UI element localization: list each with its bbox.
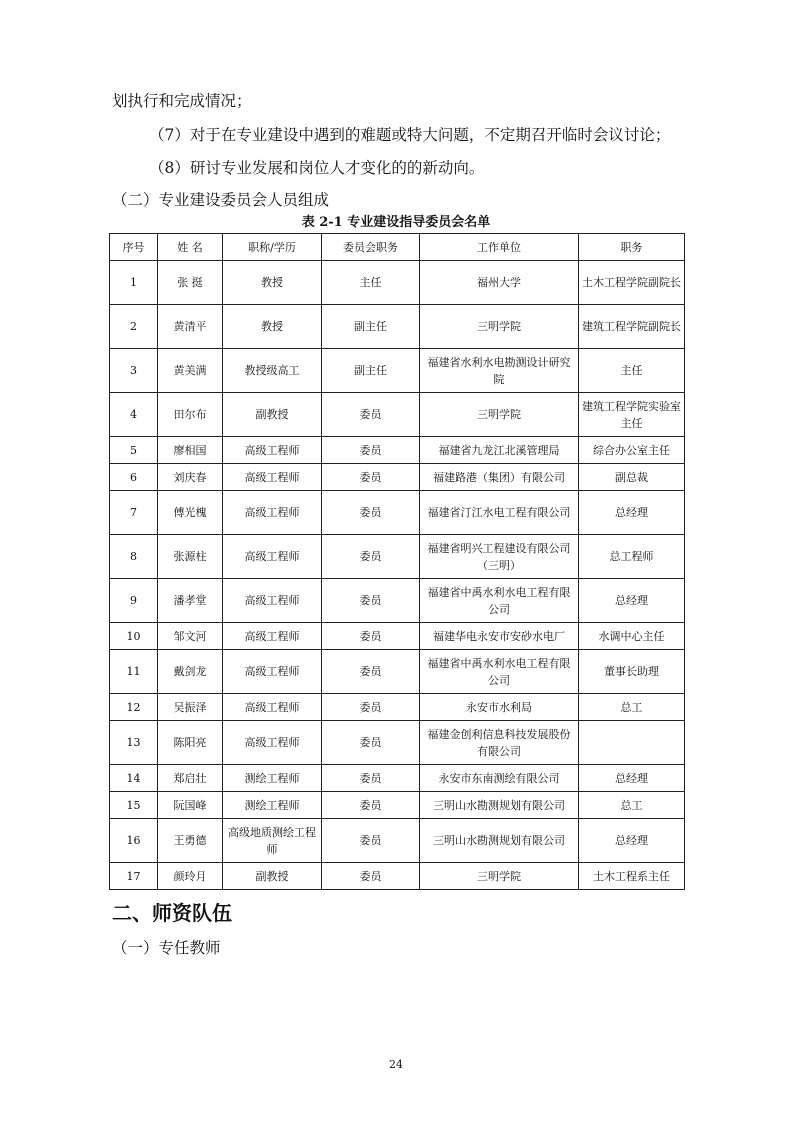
cell-position: 总工 [579, 694, 685, 721]
cell-position: 总经理 [579, 765, 685, 792]
cell-name: 黄美满 [158, 349, 223, 393]
cell-title: 高级地质测绘工程师 [223, 819, 322, 863]
table-row [110, 261, 685, 305]
subsection-heading-committee: （二）专业建设委员会人员组成 [112, 191, 330, 209]
cell-title: 高级工程师 [223, 650, 322, 694]
cell-position: 主任 [579, 349, 685, 393]
header-index: 序号 [110, 234, 158, 261]
cell-committee-role: 委员 [322, 535, 420, 579]
table-caption: 表 2-1 专业建设指导委员会名单 [301, 215, 491, 230]
cell-employer: 福建省中禹水利水电工程有限公司 [420, 579, 579, 623]
cell-name: 陈阳亮 [158, 721, 223, 765]
cell-employer: 福建省汀江水电工程有限公司 [420, 491, 579, 535]
cell-committee-role: 委员 [322, 491, 420, 535]
cell-name: 张 挺 [158, 261, 223, 305]
table-row [110, 349, 685, 393]
header-title: 职称/学历 [223, 234, 322, 261]
cell-position: 水调中心主任 [579, 623, 685, 650]
cell-index: 11 [110, 650, 158, 694]
table-row [110, 650, 685, 694]
cell-title: 高级工程师 [223, 623, 322, 650]
cell-position: 董事长助理 [579, 650, 685, 694]
cell-position: 总工程师 [579, 535, 685, 579]
cell-index: 15 [110, 792, 158, 819]
cell-committee-role: 主任 [322, 261, 420, 305]
cell-index: 2 [110, 305, 158, 349]
cell-title: 测绘工程师 [223, 792, 322, 819]
cell-name: 廖相国 [158, 437, 223, 464]
cell-employer: 三明山水勘测规划有限公司 [420, 792, 579, 819]
cell-employer: 福建省中禹水利水电工程有限公司 [420, 650, 579, 694]
header-committee-role: 委员会职务 [322, 234, 420, 261]
table-row [110, 491, 685, 535]
page-number: 24 [389, 1058, 403, 1071]
cell-committee-role: 副主任 [322, 349, 420, 393]
cell-title: 副教授 [223, 863, 322, 890]
cell-title: 教授 [223, 261, 322, 305]
table-row [110, 694, 685, 721]
cell-index: 10 [110, 623, 158, 650]
cell-committee-role: 委员 [322, 694, 420, 721]
table-row [110, 579, 685, 623]
cell-name: 黄清平 [158, 305, 223, 349]
cell-employer: 福建省水利水电勘测设计研究院 [420, 349, 579, 393]
cell-index: 17 [110, 863, 158, 890]
table-row [110, 765, 685, 792]
cell-name: 张源柱 [158, 535, 223, 579]
cell-committee-role: 委员 [322, 650, 420, 694]
cell-index: 9 [110, 579, 158, 623]
subsection-heading-fulltime: （一）专任教师 [112, 939, 221, 957]
committee-table [109, 233, 685, 890]
cell-position: 总经理 [579, 819, 685, 863]
cell-title: 高级工程师 [223, 694, 322, 721]
cell-index: 5 [110, 437, 158, 464]
cell-employer: 福州大学 [420, 261, 579, 305]
cell-employer: 三明学院 [420, 305, 579, 349]
cell-position [579, 721, 685, 765]
paragraph-1: 划执行和完成情况； [112, 92, 252, 110]
table-row [110, 305, 685, 349]
cell-name: 潘孝堂 [158, 579, 223, 623]
table-row [110, 535, 685, 579]
cell-title: 教授 [223, 305, 322, 349]
cell-committee-role: 委员 [322, 819, 420, 863]
cell-position: 总经理 [579, 491, 685, 535]
cell-employer: 福建金创利信息科技发展股份有限公司 [420, 721, 579, 765]
cell-employer: 福建路港（集团）有限公司 [420, 464, 579, 491]
cell-employer: 永安市东南测绘有限公司 [420, 765, 579, 792]
cell-title: 副教授 [223, 393, 322, 437]
cell-title: 教授级高工 [223, 349, 322, 393]
cell-committee-role: 委员 [322, 721, 420, 765]
cell-position: 土木工程系主任 [579, 863, 685, 890]
cell-title: 高级工程师 [223, 464, 322, 491]
table-row [110, 437, 685, 464]
cell-committee-role: 委员 [322, 437, 420, 464]
cell-title: 高级工程师 [223, 491, 322, 535]
cell-title: 高级工程师 [223, 721, 322, 765]
cell-employer: 福建省九龙江北溪管理局 [420, 437, 579, 464]
cell-index: 4 [110, 393, 158, 437]
cell-position: 综合办公室主任 [579, 437, 685, 464]
cell-employer: 永安市水利局 [420, 694, 579, 721]
cell-position: 土木工程学院副院长 [579, 261, 685, 305]
table-row [110, 792, 685, 819]
paragraph-2: （7）对于在专业建设中遇到的难题或特大问题，不定期召开临时会议讨论； [149, 126, 671, 144]
section-heading-faculty: 二、师资队伍 [112, 901, 232, 925]
cell-committee-role: 委员 [322, 792, 420, 819]
cell-employer: 三明学院 [420, 393, 579, 437]
cell-position: 总工 [579, 792, 685, 819]
cell-name: 戴剑龙 [158, 650, 223, 694]
table-row [110, 623, 685, 650]
cell-title: 高级工程师 [223, 437, 322, 464]
cell-name: 邹文河 [158, 623, 223, 650]
header-employer: 工作单位 [420, 234, 579, 261]
cell-index: 1 [110, 261, 158, 305]
cell-name: 阮国峰 [158, 792, 223, 819]
cell-employer: 三明学院 [420, 863, 579, 890]
cell-committee-role: 委员 [322, 464, 420, 491]
cell-index: 6 [110, 464, 158, 491]
cell-name: 傅光槐 [158, 491, 223, 535]
cell-index: 13 [110, 721, 158, 765]
cell-name: 田尔布 [158, 393, 223, 437]
cell-employer: 福建省明兴工程建设有限公司（三明） [420, 535, 579, 579]
paragraph-3: （8）研讨专业发展和岗位人才变化的的新动向。 [149, 159, 485, 177]
cell-title: 高级工程师 [223, 535, 322, 579]
cell-title: 测绘工程师 [223, 765, 322, 792]
table-row [110, 464, 685, 491]
cell-index: 7 [110, 491, 158, 535]
cell-position: 副总裁 [579, 464, 685, 491]
cell-index: 8 [110, 535, 158, 579]
cell-name: 郑启壮 [158, 765, 223, 792]
cell-committee-role: 委员 [322, 765, 420, 792]
table-row [110, 393, 685, 437]
cell-committee-role: 委员 [322, 863, 420, 890]
cell-name: 吴振泽 [158, 694, 223, 721]
cell-employer: 福建华电永安市安砂水电厂 [420, 623, 579, 650]
table-row [110, 819, 685, 863]
cell-committee-role: 副主任 [322, 305, 420, 349]
cell-position: 建筑工程学院副院长 [579, 305, 685, 349]
cell-position: 总经理 [579, 579, 685, 623]
cell-employer: 三明山水勘测规划有限公司 [420, 819, 579, 863]
header-position: 职务 [579, 234, 685, 261]
cell-position: 建筑工程学院实验室主任 [579, 393, 685, 437]
cell-name: 颜玲月 [158, 863, 223, 890]
cell-index: 16 [110, 819, 158, 863]
cell-committee-role: 委员 [322, 623, 420, 650]
cell-name: 刘庆春 [158, 464, 223, 491]
cell-committee-role: 委员 [322, 393, 420, 437]
header-name: 姓 名 [158, 234, 223, 261]
cell-index: 14 [110, 765, 158, 792]
table-row [110, 863, 685, 890]
table-row [110, 721, 685, 765]
cell-title: 高级工程师 [223, 579, 322, 623]
cell-committee-role: 委员 [322, 579, 420, 623]
cell-index: 3 [110, 349, 158, 393]
table-header-row [110, 234, 685, 261]
cell-index: 12 [110, 694, 158, 721]
cell-name: 王勇德 [158, 819, 223, 863]
